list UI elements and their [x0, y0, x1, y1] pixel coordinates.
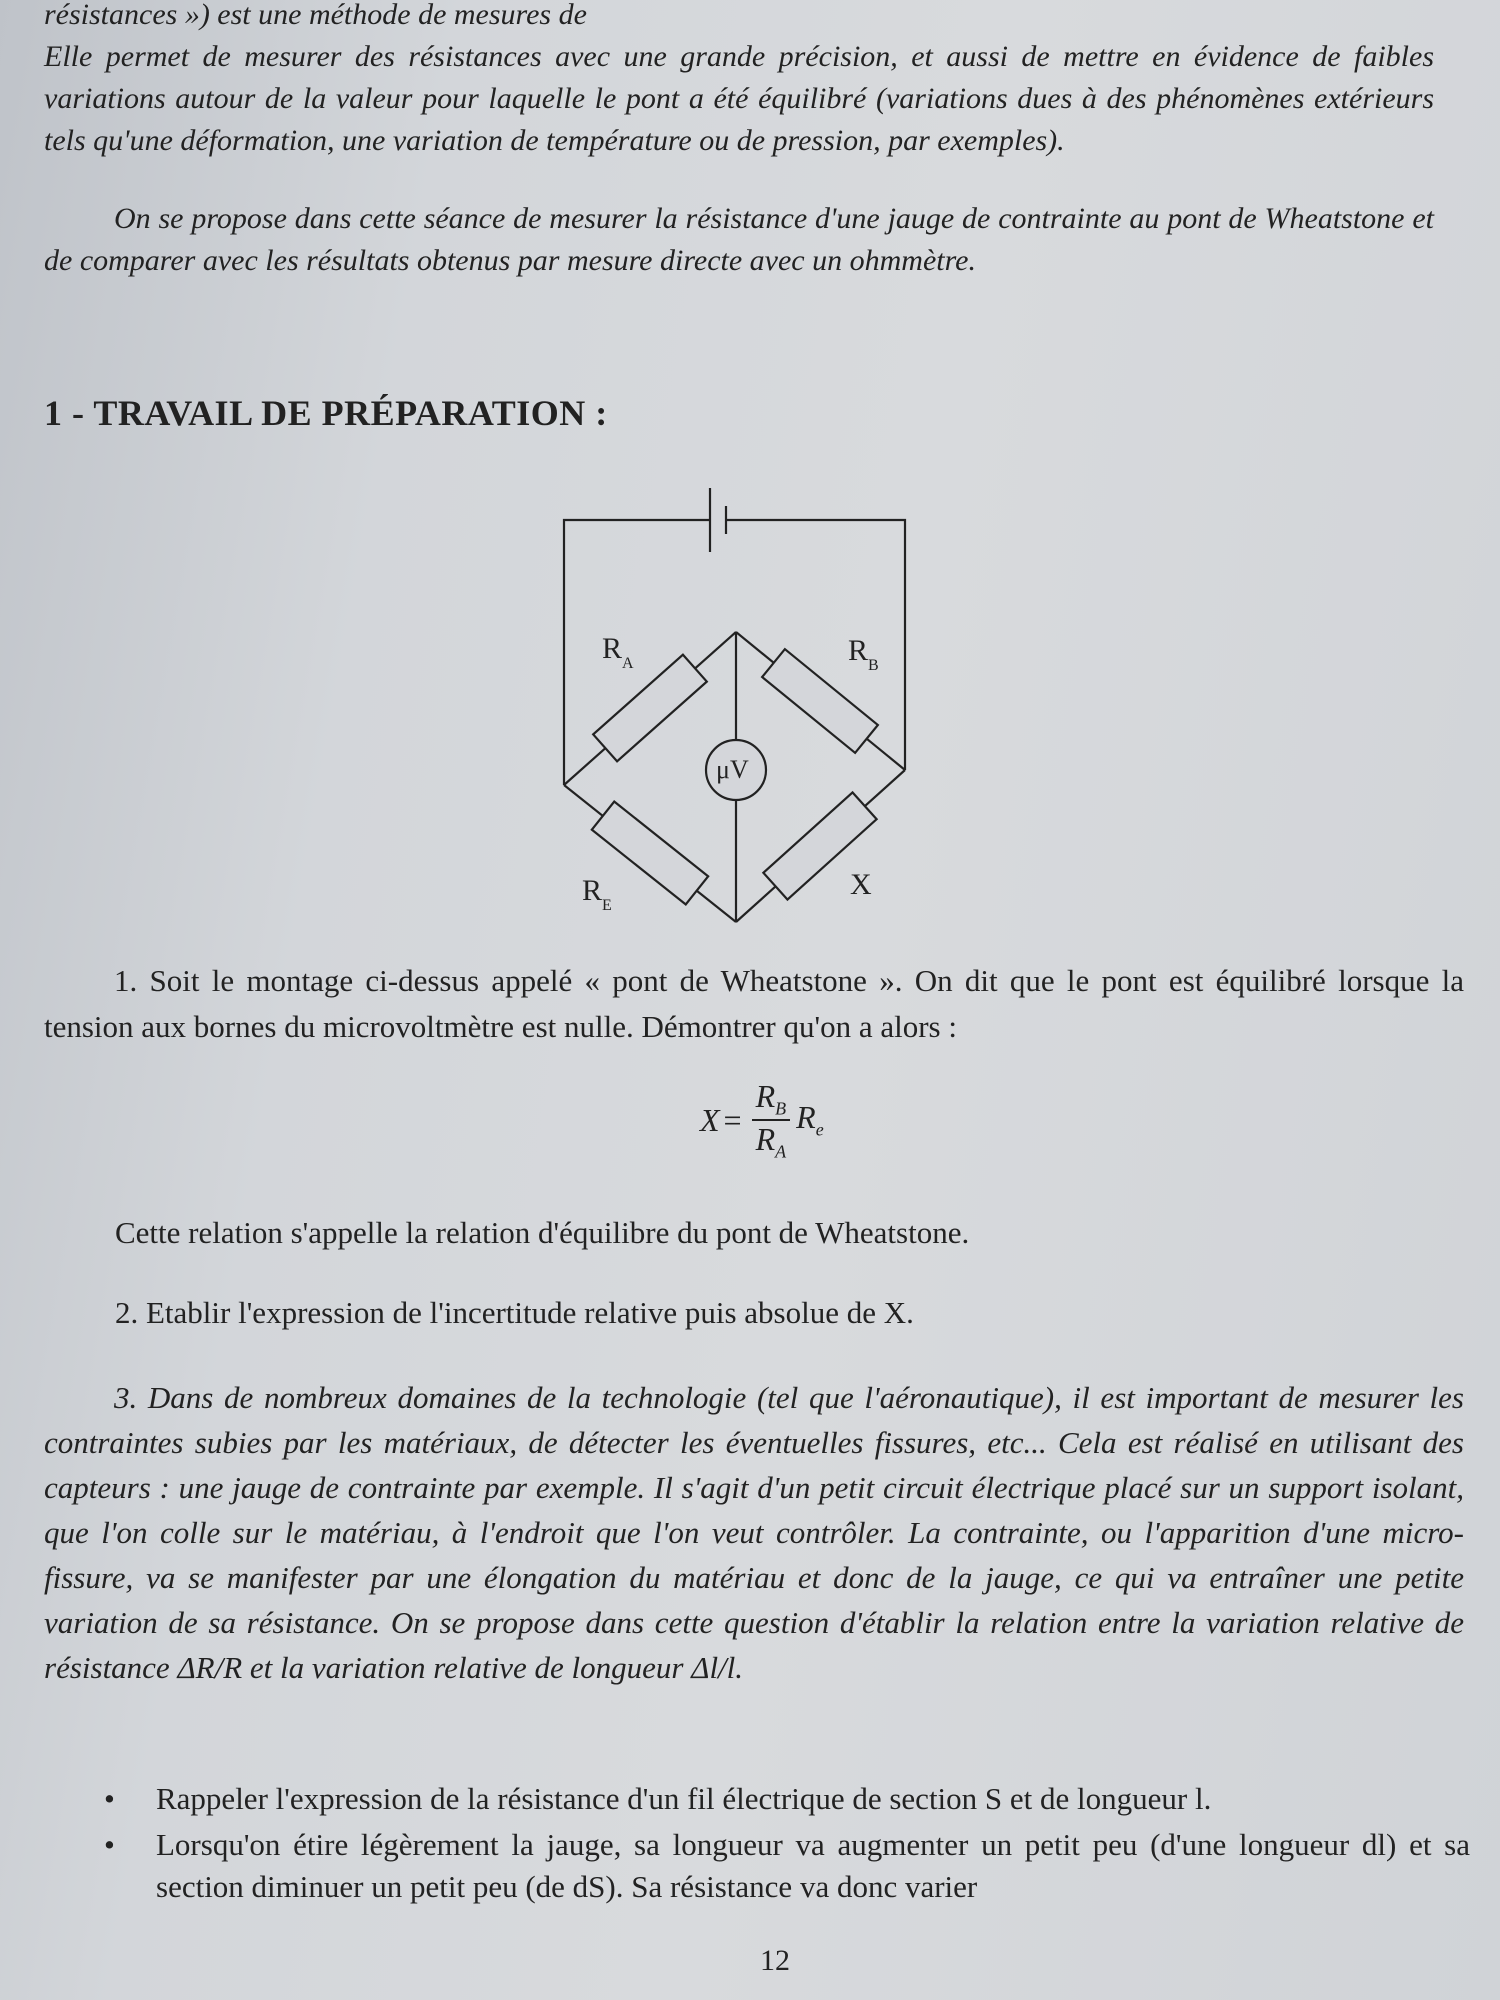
formula-numerator: $R_B$ [752, 1078, 791, 1121]
intro-text: Elle permet de mesurer des résistances avec une grande précision, et aussi de mettre en évidence de faibles variations autour de la valeur pour laquelle le pont a été équilibré (variations dues à des phénomènes extérieurs tels qu'une déformation, une variation de température ou de pression, par exemples). [44, 40, 1434, 157]
label-microvoltmeter: μV [716, 755, 749, 784]
label-x: X [850, 868, 872, 901]
formula-equals: = [723, 1101, 742, 1138]
question-1: 1. Soit le montage ci-dessus appelé « pont de Wheatstone ». On dit que le pont est équilibré lorsque la tension aux bornes du microvoltmètre est nulle. Démontrer qu'on a alors : [44, 963, 1464, 1044]
label-re: $R_E$ [582, 874, 612, 914]
relation-text: Cette relation s'appelle la relation d'équilibre du pont de Wheatstone. [115, 1215, 970, 1250]
list-item: • Lorsqu'on étire légèrement la jauge, sa longueur va augmenter un petit peu (d'une longueur dl) et sa section diminuer un petit peu (de dS). Sa résistance va donc varier [90, 1824, 1470, 1908]
bullet-icon: • [104, 1827, 115, 1862]
question-3: 3. Dans de nombreux domaines de la technologie (tel que l'aéronautique), il est important de mesurer les contraintes subies par les matériaux, de détecter les éventuelles fissures, etc... Cela est réalisé en utilisant des capteurs : une jauge de contrainte par exemple. Il s'agit d'un petit circuit électrique placé sur un support isolant, que l'on colle sur le matériau, à l'endroit que l'on veut contrôler. La contrainte, ou l'apparition d'une micro-fissure, va se manifester par une élongation du matériau et donc de la jauge, ce qui va entraîner une petite variation de sa résistance. On se propose dans cette question d'établir la relation entre la variation relative de résistance ΔR/R et la variation relative de longueur Δl/l. [44, 1380, 1464, 1685]
label-ra: $R_A$ [602, 632, 634, 672]
resistor-ra [593, 655, 707, 762]
bullet-icon: • [104, 1781, 115, 1816]
wheatstone-bridge-diagram [540, 480, 940, 940]
equilibrium-formula [700, 1070, 824, 1170]
label-rb: $R_B$ [848, 634, 879, 674]
formula-denominator: $R_A$ [755, 1121, 787, 1162]
formula-lhs: X [700, 1101, 720, 1138]
intro-paragraph [44, 0, 1434, 162]
section-title: 1 - TRAVAIL DE PRÉPARATION : [44, 393, 608, 433]
wire-left [564, 520, 710, 785]
resistor-re [592, 802, 708, 905]
formula-fraction [752, 1078, 791, 1163]
page-number: 12 [760, 1944, 790, 1977]
list-item: • Rappeler l'expression de la résistance d'un fil électrique de section S et de longueur l. [90, 1778, 1470, 1820]
intro-fragment: résistances ») est une méthode de mesures de [44, 0, 587, 31]
formula-rhs: $R_e$ [796, 1099, 824, 1140]
purpose-paragraph: On se propose dans cette séance de mesurer la résistance d'une jauge de contrainte au pont de Wheatstone et de comparer avec les résultats obtenus par mesure directe avec un ohmmètre. [44, 202, 1434, 277]
bullet-list [90, 1778, 1470, 1912]
question-2: 2. Etablir l'expression de l'incertitude relative puis absolue de X. [115, 1295, 914, 1330]
wheatstone-bridge-svg [540, 480, 940, 940]
